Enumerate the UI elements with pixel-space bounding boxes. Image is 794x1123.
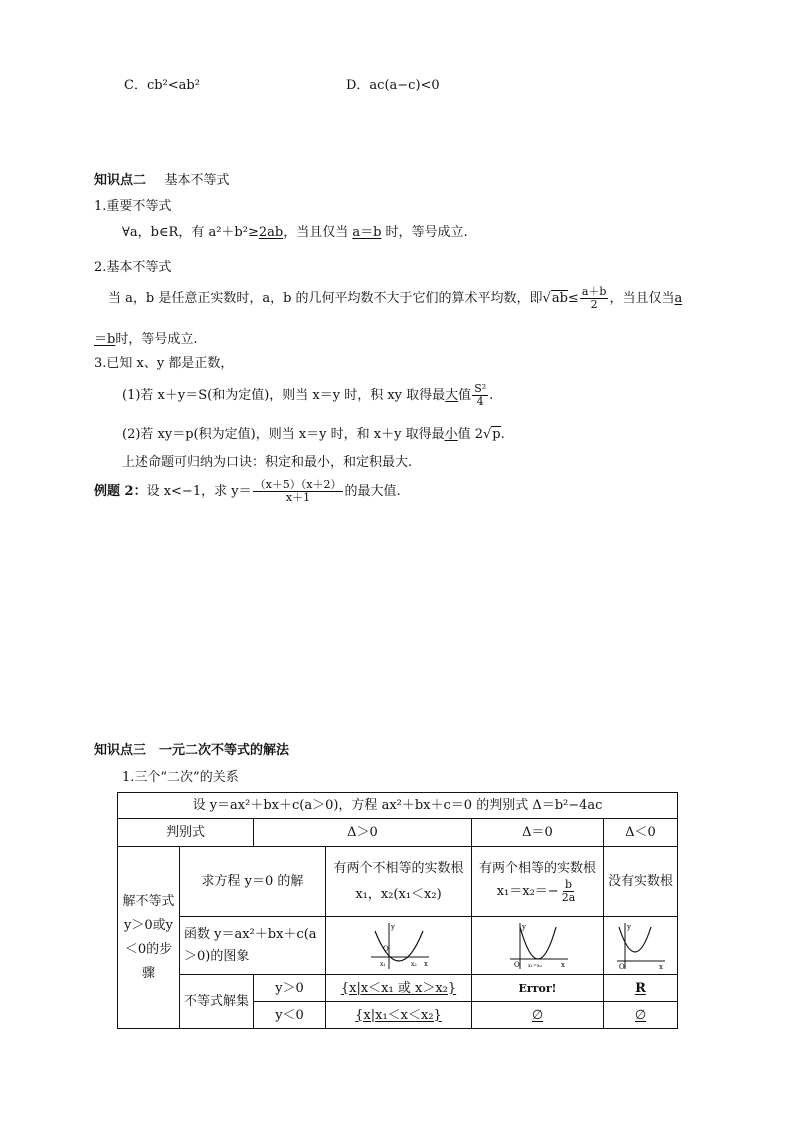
kp2-subtitle: 基本不等式 bbox=[164, 173, 230, 188]
graph-two-roots bbox=[326, 917, 472, 975]
axis-label: y bbox=[390, 922, 395, 931]
gt-two-roots: {x|x＜x₁ 或 x＞x₂} bbox=[326, 975, 472, 1002]
frac-num: b bbox=[564, 878, 572, 891]
kp2-s3-2: (2)若 xy＝p(积为定值)，则当 x＝y 时，和 x＋y 取得最小值 2√p. bbox=[122, 427, 505, 442]
fraction-b-2a bbox=[560, 879, 578, 904]
table-row bbox=[118, 793, 678, 819]
equation-no-roots: 没有实数根 bbox=[604, 847, 678, 917]
axis-label: y bbox=[626, 922, 631, 931]
option-d: D．ac(a−c)<0 bbox=[346, 78, 440, 93]
kp2-s3-title: 3.已知 x、y 都是正数， bbox=[94, 356, 234, 371]
frac-num: （x＋5）（x＋2） bbox=[254, 478, 342, 491]
lt-two-roots: {x|x₁＜x＜x₂} bbox=[326, 1002, 472, 1029]
origin-label: O bbox=[618, 962, 625, 971]
lt-double-root: ∅ bbox=[472, 1002, 604, 1029]
example-2 bbox=[94, 479, 401, 504]
frac-den: 2a bbox=[561, 891, 576, 904]
graph-no-roots bbox=[604, 917, 678, 975]
frac-num: a＋b bbox=[581, 285, 607, 298]
kp2-s2-line2 bbox=[94, 328, 197, 347]
text: 设 x<−1，求 y＝ bbox=[146, 484, 252, 499]
text: 值 2 bbox=[457, 427, 483, 442]
steps-label: 解不等式y＞0或y＜0的步骤 bbox=[118, 847, 180, 1029]
frac-den: 4 bbox=[476, 395, 484, 408]
disc-positive: Δ＞0 bbox=[254, 819, 472, 847]
gt-double-root: Error! bbox=[472, 975, 604, 1002]
text: ，当且仅当 bbox=[283, 225, 353, 240]
table-row bbox=[118, 819, 678, 847]
axis-label: x bbox=[658, 962, 663, 971]
root-label: x₁ bbox=[379, 960, 386, 968]
kp3-s1-title: 1.三个“二次”的关系 bbox=[122, 770, 239, 785]
equation-two-roots: 有两个不相等的实数根 x₁，x₂(x₁＜x₂) bbox=[326, 847, 472, 917]
blank-answer: 小 bbox=[444, 427, 458, 442]
frac-num: S² bbox=[474, 382, 487, 395]
lt-label: y＜0 bbox=[254, 1002, 326, 1029]
kp2-s3-1: (1)若 x＋y＝S(和为定值)，则当 x＝y 时，积 xy 取得最大值 $\frac{\text{S²}}{4}$ . bbox=[122, 382, 494, 408]
text: 有两个相等的实数根 x₁＝x₂＝− bbox=[478, 861, 596, 899]
disc-zero: Δ＝0 bbox=[472, 819, 604, 847]
axis-label: x bbox=[560, 960, 565, 969]
quadratic-table bbox=[117, 792, 678, 1029]
blank-answer: 2ab bbox=[258, 225, 284, 240]
option-c: C．cb²<ab² bbox=[124, 78, 200, 93]
root-label: x₁=x₂ bbox=[527, 962, 542, 969]
sqrt-ab: ab bbox=[551, 291, 568, 306]
fraction-s2-4 bbox=[472, 383, 488, 408]
sqrt-symbol: √ bbox=[542, 291, 551, 306]
gt-label: y＞0 bbox=[254, 975, 326, 1002]
disc-negative: Δ＜0 bbox=[604, 819, 678, 847]
axis-label: x bbox=[423, 959, 428, 968]
table-header: 设 y＝ax²＋bx＋c(a＞0)，方程 ax²＋bx＋c＝0 的判别式 Δ＝b²−4ac bbox=[118, 793, 678, 819]
frac-den: 2 bbox=[590, 298, 598, 311]
kp2-s2-title: 2.基本不等式 bbox=[94, 260, 172, 275]
text: (1)若 x＋y＝S(和为定值)，则当 x＝y 时，积 xy 取得最 bbox=[122, 388, 446, 403]
parabola-double-root-graph bbox=[506, 921, 570, 971]
axis-label: y bbox=[521, 922, 526, 931]
table-row bbox=[118, 975, 678, 1002]
text: ，当且仅当 bbox=[609, 291, 675, 306]
fraction-am bbox=[580, 286, 609, 311]
blank-answer: a＝b bbox=[352, 225, 382, 240]
text: 值 bbox=[458, 388, 472, 403]
kp2-summary: 上述命题可归纳为口诀：积定和最小，和定积最大. bbox=[122, 455, 413, 470]
table-row bbox=[118, 917, 678, 975]
sqrt-symbol: √ bbox=[483, 427, 492, 442]
example-label: 例题 2： bbox=[94, 484, 147, 499]
kp2-s1-title: 1.重要不等式 bbox=[94, 199, 172, 214]
text: ∀a，b∈R，有 a²＋b²≥ bbox=[122, 225, 259, 240]
kp2-title bbox=[94, 169, 230, 188]
sqrt-p: p bbox=[492, 427, 501, 442]
origin-label: O bbox=[382, 944, 389, 953]
gt-no-roots: R bbox=[604, 975, 678, 1002]
example-fraction bbox=[253, 479, 344, 504]
kp2-s1-line bbox=[122, 221, 468, 240]
blank-answer: ＝b bbox=[94, 332, 116, 347]
text: 时，等号成立. bbox=[115, 332, 198, 347]
ineq-label: 不等式解集 bbox=[180, 975, 254, 1029]
le-symbol: ≤ bbox=[567, 291, 579, 306]
graph-label: 函数 y＝ax²＋bx＋c(a＞0)的图象 bbox=[180, 917, 326, 975]
text: 时，等号成立. bbox=[381, 225, 468, 240]
lt-no-roots: ∅ bbox=[604, 1002, 678, 1029]
disc-label: 判别式 bbox=[118, 819, 254, 847]
graph-double-root bbox=[472, 917, 604, 975]
text: 的最大值. bbox=[344, 484, 401, 499]
origin-label: O bbox=[513, 960, 520, 969]
root-label: x₂ bbox=[410, 960, 417, 968]
kp3-title: 知识点三 一元二次不等式的解法 bbox=[94, 743, 290, 758]
text: (2)若 xy＝p(积为定值)，则当 x＝y 时，和 x＋y 取得最 bbox=[122, 427, 445, 442]
kp2-s2-line1 bbox=[108, 286, 682, 311]
parabola-no-roots-graph bbox=[613, 921, 669, 971]
kp2-title-label: 知识点二 bbox=[94, 173, 147, 188]
blank-answer: a bbox=[674, 291, 683, 306]
equation-label: 求方程 y＝0 的解 bbox=[180, 847, 326, 917]
blank-answer: 大 bbox=[445, 388, 459, 403]
parabola-two-roots-graph bbox=[367, 921, 431, 971]
equation-double-root bbox=[472, 847, 604, 917]
text: 当 a，b 是任意正实数时，a，b 的几何平均数不大于它们的算术平均数，即 bbox=[108, 291, 543, 306]
frac-den: x＋1 bbox=[285, 491, 311, 504]
table-row bbox=[118, 847, 678, 917]
